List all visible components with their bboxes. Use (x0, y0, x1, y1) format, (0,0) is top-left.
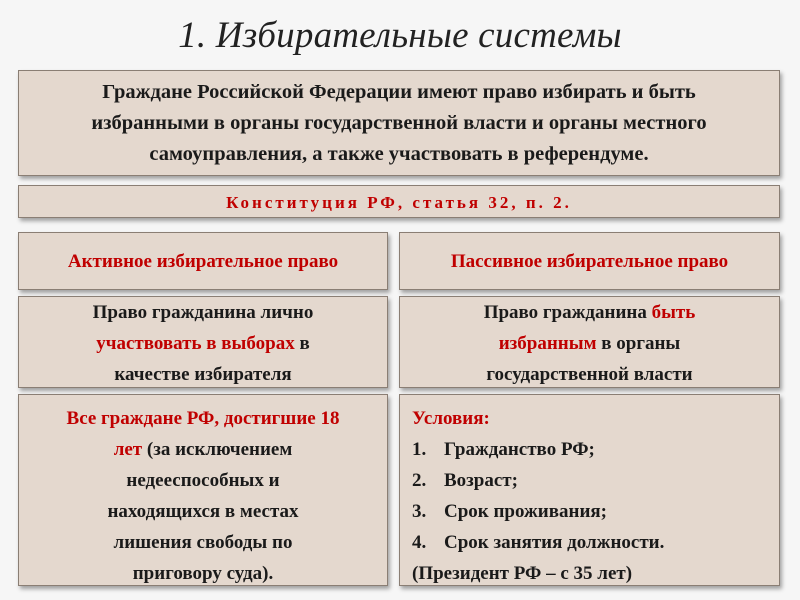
passive-conditions-box (399, 394, 780, 586)
passive-def-highlight-2: избранным (498, 333, 597, 354)
intro-line-3: самоуправления, а также участвовать в референдуме. (149, 143, 649, 165)
passive-def-line-2-rest: в органы (596, 333, 681, 354)
active-def-line-2-rest: в (294, 333, 310, 354)
condition-item (412, 496, 769, 527)
passive-right-heading: Пассивное избирательное право (450, 251, 729, 272)
condition-number: 3. (412, 501, 427, 522)
passive-def-highlight-1: быть (651, 302, 696, 323)
condition-number: 2. (412, 470, 427, 491)
condition-number: 4. (412, 532, 427, 553)
active-cond-highlight: лет (113, 439, 143, 460)
active-definition-box (18, 296, 388, 388)
active-cond-line-1: Все граждане РФ, достигшие 18 (66, 408, 340, 429)
condition-text: Срок проживания; (444, 501, 608, 522)
active-def-line-2 (19, 328, 387, 359)
intro-line-1: Граждане Российской Федерации имеют право избирать и быть (102, 81, 696, 103)
active-def-line-3: качестве избирателя (114, 364, 292, 385)
citation-box (18, 185, 780, 218)
active-cond-line-2-rest: (за исключением (142, 439, 293, 460)
active-def-highlight: участвовать в выборах (96, 333, 295, 354)
passive-cond-title: Условия: (412, 408, 490, 429)
condition-item (412, 465, 769, 496)
condition-item (412, 434, 769, 465)
condition-text: Возраст; (444, 470, 518, 491)
condition-number: 1. (412, 439, 427, 460)
active-conditions-box (18, 394, 388, 586)
passive-def-line-1 (400, 297, 779, 328)
active-right-heading-box (18, 232, 388, 290)
intro-line-2: избранными в органы государственной власти и органы местного (91, 112, 707, 134)
active-cond-line-5: лишения свободы по (113, 532, 293, 553)
passive-def-line-3: государственной власти (486, 364, 693, 385)
passive-def-line-2 (400, 328, 779, 359)
active-def-line-1: Право гражданина лично (92, 302, 314, 323)
condition-text: Гражданство РФ; (444, 439, 595, 460)
active-cond-line-2 (19, 434, 387, 465)
condition-item (412, 527, 769, 558)
intro-box (18, 70, 780, 176)
active-cond-line-3: недееспособных и (126, 470, 280, 491)
active-right-heading: Активное избирательное право (67, 251, 339, 272)
passive-right-heading-box (399, 232, 780, 290)
passive-conditions-list (412, 434, 769, 558)
passive-cond-note: (Президент РФ – с 35 лет) (412, 563, 633, 584)
citation-text: Конституция РФ, статья 32, п. 2. (226, 193, 572, 212)
active-cond-line-4: находящихся в местах (107, 501, 299, 522)
passive-definition-box (399, 296, 780, 388)
condition-text: Срок занятия должности. (444, 532, 665, 553)
page-title: 1. Избирательные системы (178, 15, 622, 56)
active-cond-line-6: приговору суда). (132, 563, 274, 584)
passive-def-line-1-text: Право гражданина (483, 302, 652, 323)
